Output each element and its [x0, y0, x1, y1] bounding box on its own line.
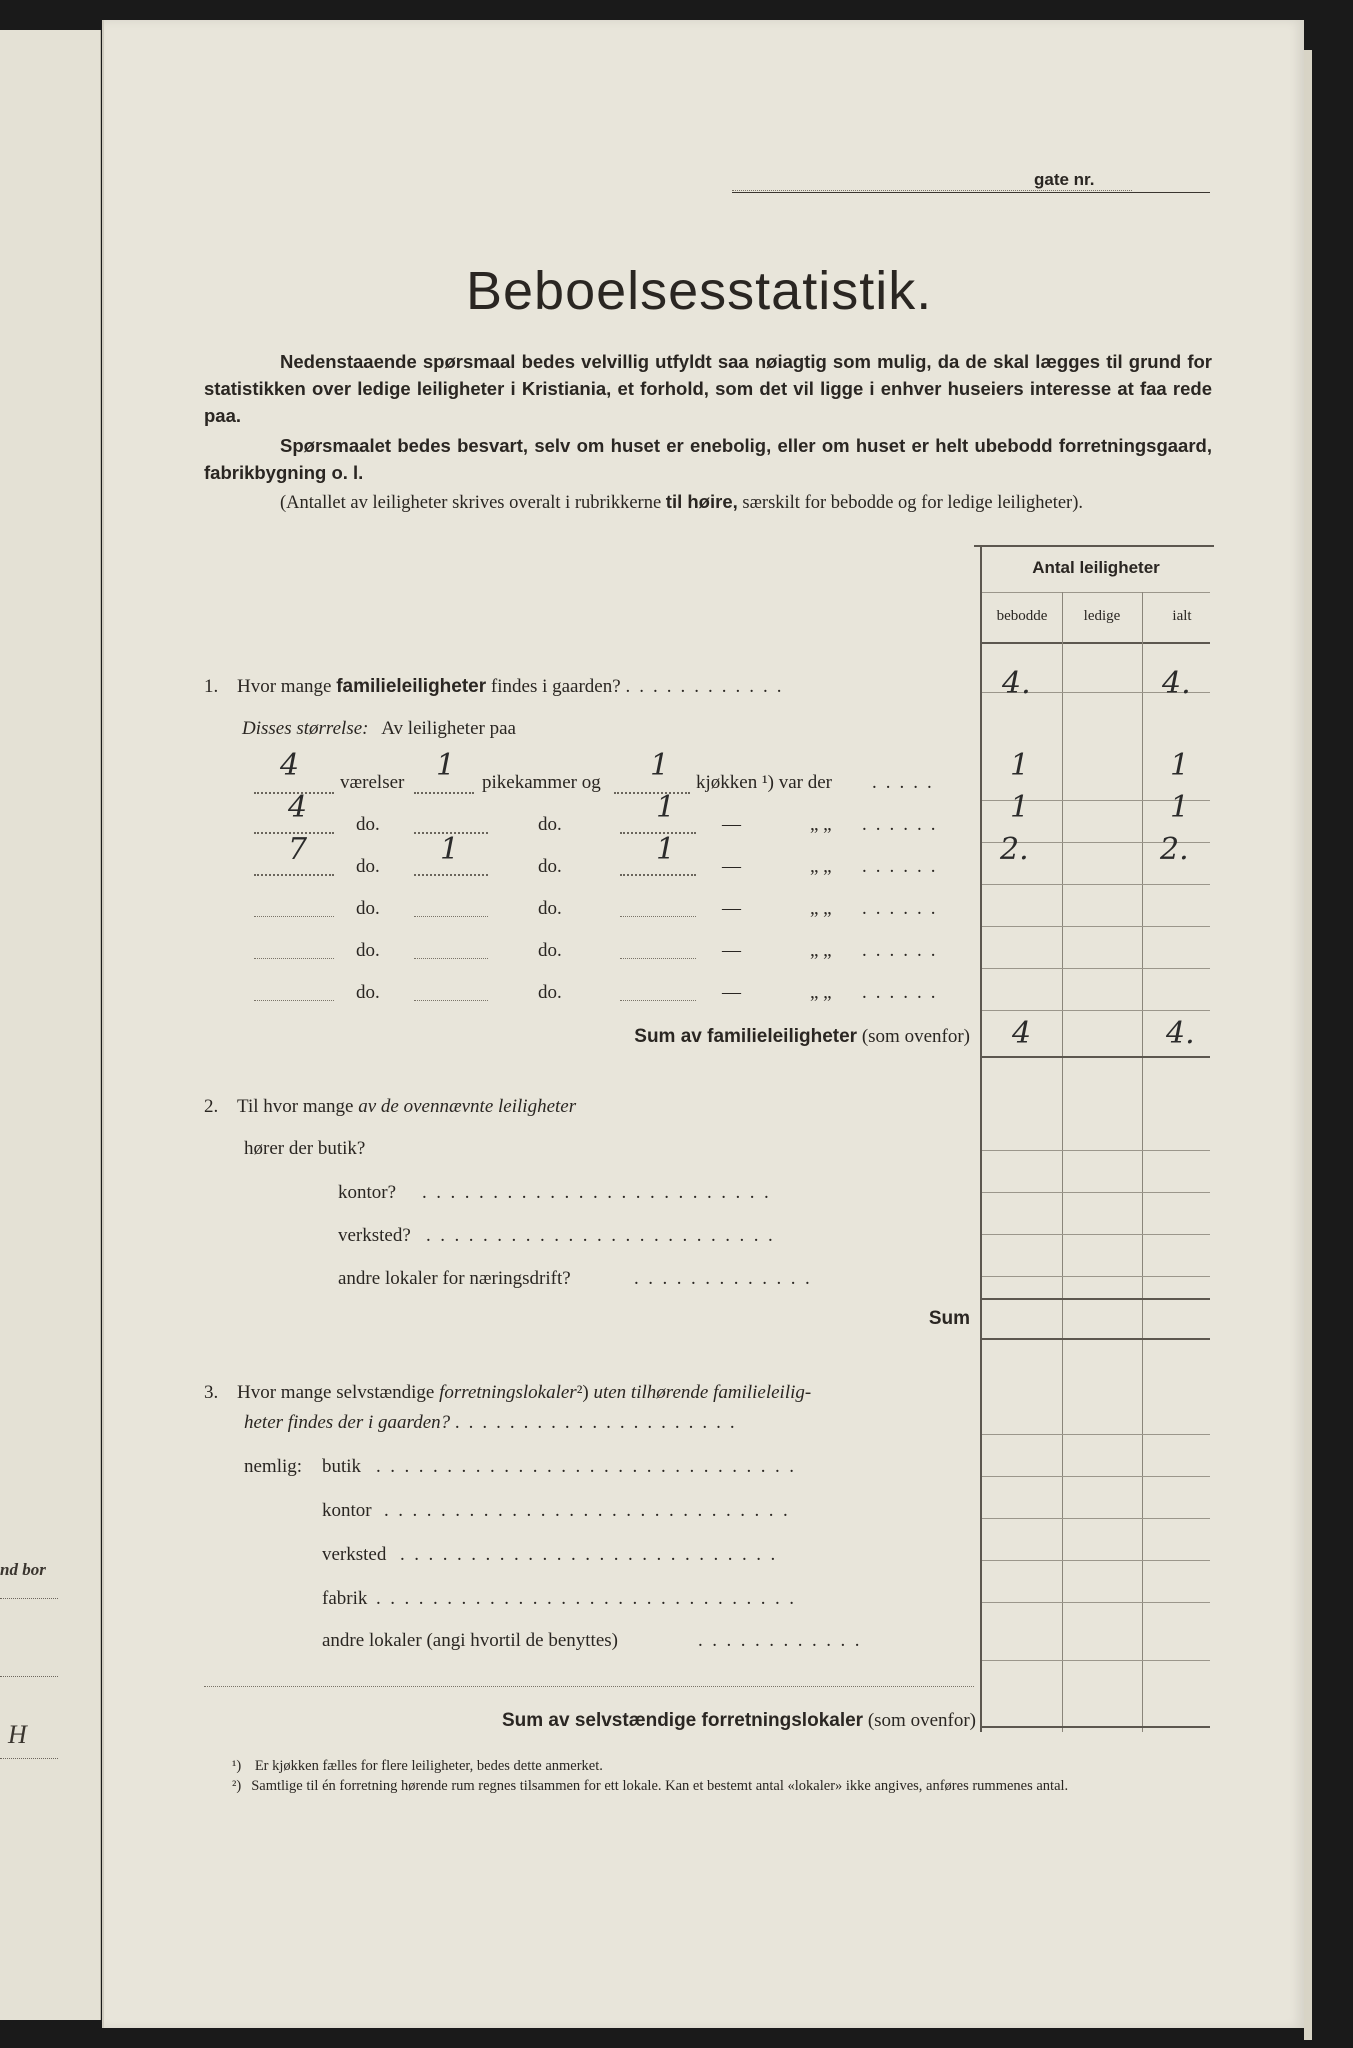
q2-line-andre: andre lokaler for næringsdrift?	[338, 1268, 571, 1289]
maids-room-field[interactable]	[414, 874, 488, 876]
leader-dots: ......	[862, 814, 945, 835]
footnote-2	[232, 1776, 1218, 1796]
table-row-rule	[982, 1476, 1210, 1477]
leader-dots: ..............................	[376, 1588, 804, 1609]
q1-text-a: Hvor mange	[237, 676, 337, 697]
maids-room-value: 1	[440, 832, 460, 867]
table-header-title: Antal leiligheter	[1032, 558, 1160, 577]
sum1-rule	[982, 1056, 1210, 1058]
sizes-line	[242, 718, 516, 740]
leader-dots: ......	[862, 982, 945, 1003]
sum1-label-bold: Sum av familieleiligheter	[634, 1026, 858, 1047]
rooms-value: 7	[288, 832, 308, 867]
q3-other-field[interactable]	[204, 1686, 974, 1687]
table-top-rule	[974, 545, 1214, 547]
q3-text-c: ²)	[576, 1382, 594, 1403]
q3-line-2	[244, 1412, 744, 1434]
table-left-border	[980, 547, 982, 1732]
column-divider-2	[1142, 592, 1143, 1732]
q2-text-a: Til hvor mange	[237, 1096, 359, 1117]
size-row-1-ialt[interactable]: 1	[1170, 748, 1190, 783]
size-row-3-bebodde[interactable]: 2.	[1000, 832, 1029, 867]
sum2-bottom-rule	[982, 1338, 1210, 1340]
sum1-label	[500, 1026, 970, 1048]
adjacent-page-bleed-text: nd bor	[0, 1560, 46, 1579]
do-label: do.	[356, 982, 380, 1003]
page-edge	[1304, 50, 1312, 2040]
form-page	[102, 20, 1304, 2028]
do-label: do.	[538, 814, 562, 835]
maids-room-field[interactable]	[414, 1000, 488, 1001]
dash-label: —	[722, 898, 741, 919]
column-header-ialt: ialt	[1172, 608, 1192, 624]
leader-dots: ...........................	[400, 1544, 785, 1565]
do-label: do.	[356, 940, 380, 961]
table-row-rule	[982, 1602, 1210, 1603]
table-row-rule	[982, 1660, 1210, 1661]
table-header-divider	[982, 592, 1210, 593]
footnote-2-text: Samtlige til én forretning hørende rum regnes tilsammen for ett lokale. Kan et bestemt antal «lokaler» ikke angives, anføres rummenes antal.	[251, 1778, 1069, 1794]
size-row-2-bebodde[interactable]: 1	[1010, 790, 1030, 825]
ditto-marks: „ „	[810, 940, 832, 961]
q3-text-e: heter findes der i gaarden?	[244, 1412, 451, 1433]
table-row-rule	[982, 1518, 1210, 1519]
table-row-rule	[982, 1560, 1210, 1561]
q1-answer-bebodde[interactable]: 4.	[1002, 666, 1031, 701]
footnote-2-mark: ²)	[232, 1778, 242, 1794]
adjacent-page-line	[0, 1676, 58, 1677]
kitchen-field[interactable]	[620, 874, 696, 876]
kitchen-value: 1	[656, 790, 676, 825]
maids-room-value: 1	[436, 748, 456, 783]
q2-line-verksted: verksted?	[338, 1225, 411, 1246]
ditto-marks: „ „	[810, 856, 832, 877]
table-row-rule	[982, 1276, 1210, 1277]
sum3-label-rest: (som ovenfor)	[863, 1710, 976, 1731]
maids-room-field[interactable]	[414, 958, 488, 959]
q1-line	[204, 676, 974, 698]
sum2-top-rule	[982, 1298, 1210, 1300]
q3-line-andre: andre lokaler (angi hvortil de benyttes)	[322, 1630, 618, 1651]
leader-dots: .....................	[454, 1412, 744, 1433]
adjacent-page-mark: H	[8, 1720, 27, 1749]
do-label: do.	[538, 898, 562, 919]
q3-line-butik: butik	[322, 1456, 362, 1477]
dash-label: —	[722, 814, 741, 835]
leader-dots: .............................	[384, 1500, 798, 1521]
leader-dots: .....	[872, 772, 941, 793]
vaerelser-label: værelser	[340, 772, 405, 793]
column-header-bebodde: bebodde	[996, 608, 1048, 624]
column-header-ledige: ledige	[1083, 608, 1121, 624]
intro-paragraph-1: Nedenstaaende spørsmaal bedes velvillig utfyldt saa nøiagtig som mulig, da de skal lægges til grund for statistikken over ledige leiligheter i Kristiania, et forhold, som det vil ligge i enhver huseiers interesse at faa rede paa.	[204, 351, 1212, 426]
kitchen-field[interactable]	[620, 1000, 696, 1001]
q3-text-b: forretningslokaler	[439, 1382, 577, 1403]
leader-dots: .............	[634, 1268, 820, 1289]
sizes-text: Av leiligheter paa	[381, 718, 516, 739]
dash-label: —	[722, 940, 741, 961]
do-label: do.	[538, 982, 562, 1003]
maids-room-field[interactable]	[414, 792, 474, 794]
dash-label: —	[722, 982, 741, 1003]
sum3-label-bold: Sum av selvstændige forretningslokaler	[501, 1710, 864, 1731]
do-label: do.	[538, 940, 562, 961]
q1-number: 1.	[204, 676, 219, 697]
q3-line-1	[204, 1382, 974, 1404]
q1-text-emphasis: familieleiligheter	[336, 676, 487, 697]
q2-text-b: av de ovennævnte leiligheter	[358, 1096, 577, 1117]
do-label: do.	[538, 856, 562, 877]
intro-p3-text-c: særskilt for bebodde og for ledige leiligheter).	[737, 493, 1083, 513]
size-row-1-bebodde[interactable]: 1	[1010, 748, 1030, 783]
do-label: do.	[356, 856, 380, 877]
footnote-1	[232, 1756, 1232, 1776]
kitchen-field[interactable]	[614, 792, 690, 794]
size-row-3-ialt[interactable]: 2.	[1160, 832, 1189, 867]
rooms-field[interactable]	[254, 958, 334, 959]
kjokken-label: kjøkken ¹) var der	[696, 772, 833, 793]
kitchen-field[interactable]	[620, 916, 696, 917]
q3-number: 3.	[204, 1382, 219, 1403]
table-row-rule	[982, 1150, 1210, 1151]
kitchen-value: 1	[656, 832, 676, 867]
q3-line-kontor: kontor	[322, 1500, 372, 1521]
leader-dots: ..............................	[376, 1456, 804, 1477]
q2-line-kontor: kontor?	[338, 1182, 397, 1203]
table-row-rule	[982, 968, 1210, 969]
q1-text-c: findes i gaarden?	[486, 676, 621, 697]
do-label: do.	[356, 814, 380, 835]
leader-dots: ......	[862, 898, 945, 919]
q3-line-verksted: verksted	[322, 1544, 387, 1565]
adjacent-page-fragment	[0, 30, 101, 2020]
rooms-field[interactable]	[254, 916, 334, 917]
column-divider-1	[1062, 592, 1063, 1732]
table-row-rule	[982, 884, 1210, 885]
kitchen-field[interactable]	[620, 958, 696, 959]
sum2-label: Sum	[928, 1308, 970, 1329]
table-row-rule	[982, 1192, 1210, 1193]
kitchen-value: 1	[650, 748, 670, 783]
rooms-field[interactable]	[254, 874, 334, 876]
page-title: Beboelsesstatistik.	[466, 261, 933, 321]
table-row-rule	[982, 926, 1210, 927]
dash-label: —	[722, 856, 741, 877]
size-row-2-ialt[interactable]: 1	[1170, 790, 1190, 825]
pikekammer-label: pikekammer og	[482, 772, 601, 793]
maids-room-field[interactable]	[414, 916, 488, 917]
leader-dots: .........................	[422, 1182, 779, 1203]
table-header-bottom-rule	[982, 642, 1210, 644]
intro-p3-text-a: (Antallet av leiligheter skrives overalt i rubrikkerne	[280, 493, 666, 513]
leader-dots: ......	[862, 856, 945, 877]
do-label: do.	[356, 898, 380, 919]
sum1-label-rest: (som ovenfor)	[857, 1026, 970, 1047]
sizes-label: Disses størrelse:	[242, 718, 369, 739]
q3-line-fabrik: fabrik	[322, 1588, 368, 1609]
adjacent-page-line	[0, 1598, 58, 1599]
sum3-label	[354, 1710, 976, 1732]
sum3-rule	[982, 1726, 1210, 1728]
ditto-marks: „ „	[810, 814, 832, 835]
leader-dots: ............	[625, 676, 791, 697]
footnote-1-mark: ¹)	[232, 1758, 242, 1774]
leader-dots: .........................	[426, 1225, 783, 1246]
intro-p3-emphasis: til høire,	[665, 491, 738, 512]
leader-dots: ......	[862, 940, 945, 961]
q2-line	[204, 1096, 576, 1118]
q3-text-d: uten tilhørende familieleilig-	[593, 1382, 812, 1403]
intro-paragraph-2: Spørsmaalet bedes besvart, selv om huset er enebolig, eller om huset er helt ubebodd forretningsgaard, fabrikbygning o. l.	[204, 435, 1212, 483]
q3-nemlig: nemlig:	[244, 1456, 303, 1477]
table-row-rule	[982, 1234, 1210, 1235]
adjacent-page-line	[0, 1758, 58, 1759]
footnote-1-text: Er kjøkken fælles for flere leiligheter, bedes dette anmerket.	[254, 1758, 603, 1774]
q1-answer-ialt[interactable]: 4.	[1162, 666, 1191, 701]
gate-number-field[interactable]	[732, 192, 1210, 193]
rooms-value: 4	[280, 748, 300, 783]
intro-paragraph-3	[204, 488, 1212, 517]
rooms-field[interactable]	[254, 1000, 334, 1001]
table-row-rule	[982, 1010, 1210, 1011]
rooms-value: 4	[288, 790, 308, 825]
sum1-ialt[interactable]: 4.	[1166, 1016, 1195, 1051]
ditto-marks: „ „	[810, 898, 832, 919]
gate-label: gate nr.	[1034, 170, 1095, 189]
table-row-rule	[982, 1434, 1210, 1435]
street-field-line[interactable]	[732, 190, 1132, 191]
q2-line-butik: hører der butik?	[244, 1138, 366, 1159]
leader-dots: ............	[698, 1630, 869, 1651]
q2-number: 2.	[204, 1096, 219, 1117]
sum1-bebodde[interactable]: 4	[1012, 1016, 1032, 1051]
q3-text-a: Hvor mange selvstændige	[237, 1382, 440, 1403]
ditto-marks: „ „	[810, 982, 832, 1003]
